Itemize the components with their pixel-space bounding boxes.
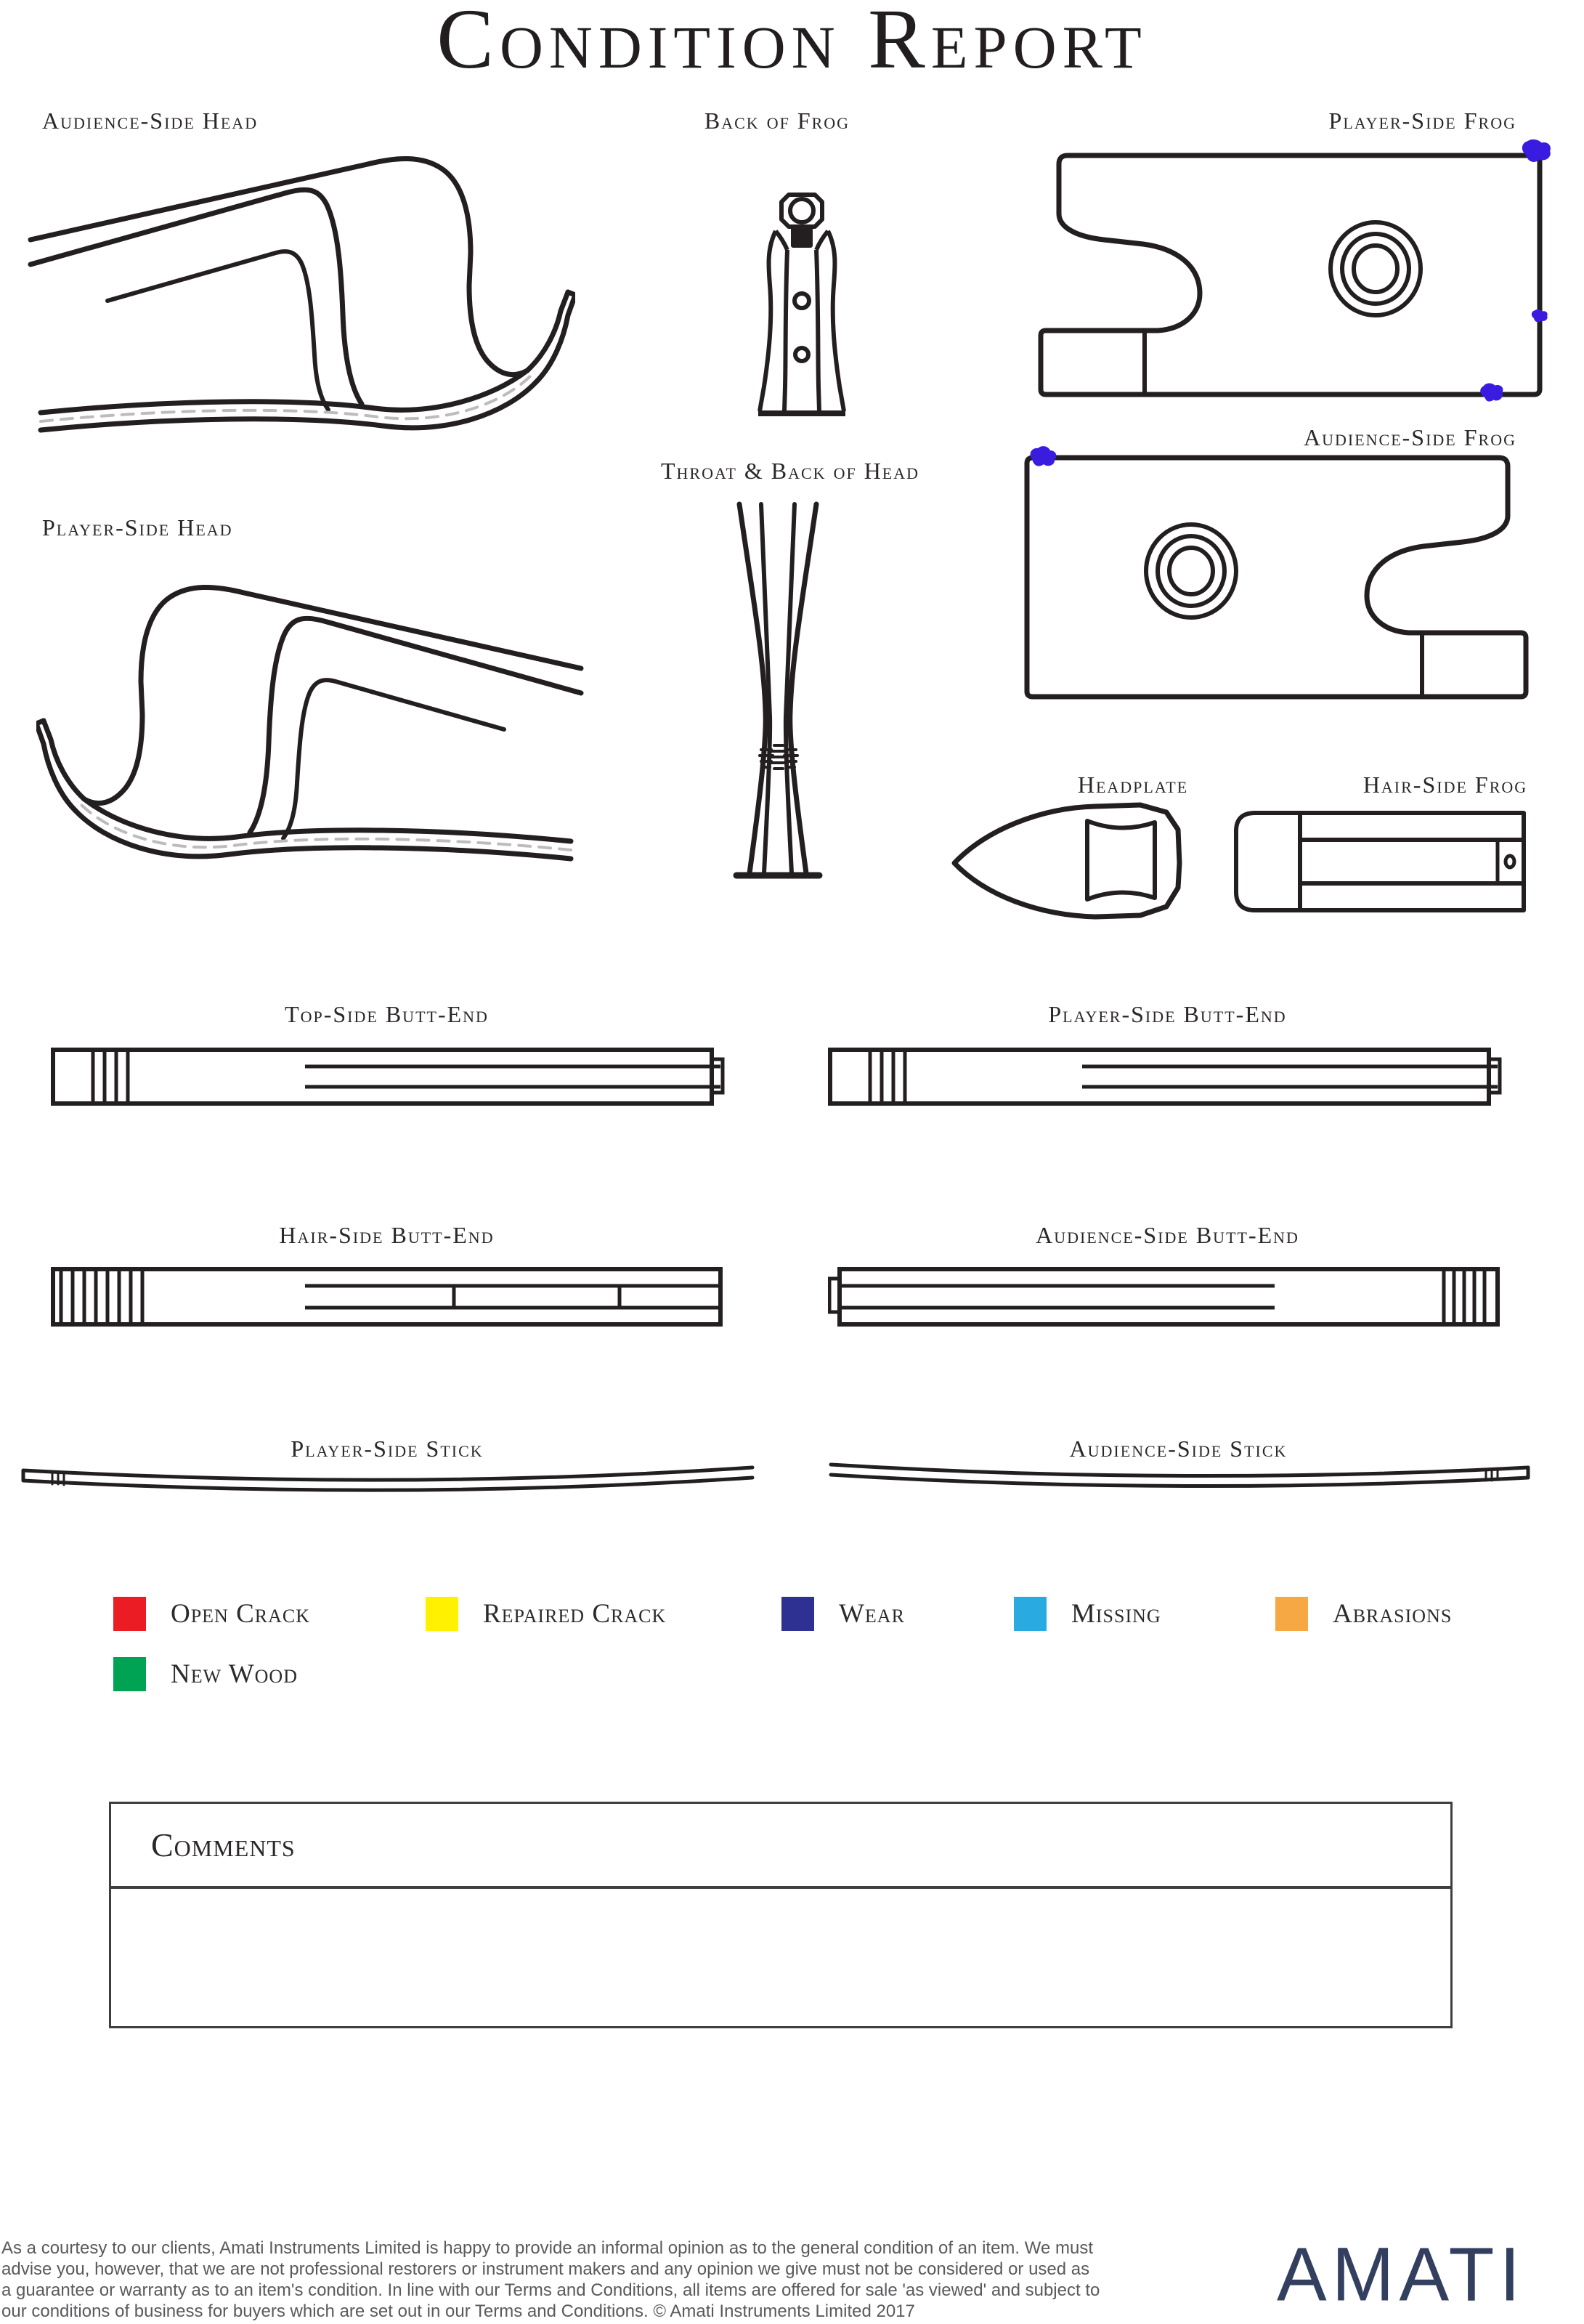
- legend-label: Abrasions: [1333, 1599, 1453, 1629]
- legend-item-new-wood: [113, 1657, 298, 1691]
- label-throat-back-of-head: Throat & Back of Head: [661, 458, 920, 484]
- comments-input-area[interactable]: [111, 1889, 1450, 2025]
- open-crack-swatch: [113, 1597, 146, 1631]
- comments-title: Comments: [151, 1826, 296, 1863]
- legend-label: Missing: [1071, 1599, 1161, 1629]
- top-side-butt-end-diagram: [51, 1048, 725, 1106]
- player-side-frog-diagram: [1034, 153, 1544, 398]
- label-hair-side-frog: Hair-Side Frog: [1362, 772, 1528, 798]
- wear-mark-player-frog-bottom-edge: [1477, 381, 1505, 405]
- new-wood-swatch: [113, 1657, 146, 1691]
- label-top-side-butt-end: Top-Side Butt-End: [285, 1001, 489, 1027]
- comments-box: [109, 1802, 1453, 2028]
- label-audience-side-head: Audience-Side Head: [42, 108, 259, 134]
- player-side-butt-end-diagram: [828, 1048, 1502, 1106]
- comments-header: [111, 1804, 1450, 1889]
- label-player-side-head: Player-Side Head: [42, 514, 233, 540]
- page-title: Condition Report: [436, 0, 1148, 86]
- amati-logo: AMATI: [1277, 2231, 1526, 2317]
- player-side-head-diagram: [36, 565, 585, 873]
- label-player-side-butt-end: Player-Side Butt-End: [1048, 1001, 1287, 1027]
- throat-back-of-head-diagram: [732, 501, 824, 879]
- missing-swatch: [1014, 1597, 1047, 1631]
- back-of-frog-diagram: [755, 190, 848, 418]
- label-audience-side-frog: Audience-Side Frog: [1303, 424, 1516, 450]
- footer-line: a guarantee or warranty as to an item's condition. In line with our Terms and Conditions, all items are offered for sale 'as viewed' and subject to: [1, 2280, 1100, 2300]
- legend-item-repaired-crack: [426, 1597, 666, 1631]
- abrasions-swatch: [1275, 1597, 1308, 1631]
- legend-label: Repaired Crack: [483, 1599, 667, 1629]
- repaired-crack-swatch: [426, 1597, 458, 1631]
- audience-side-butt-end-diagram: [828, 1267, 1502, 1327]
- label-hair-side-butt-end: Hair-Side Butt-End: [279, 1222, 495, 1248]
- player-side-stick-diagram: [20, 1463, 755, 1495]
- wear-swatch: [781, 1597, 814, 1631]
- footer-disclaimer: [1, 2238, 1222, 2322]
- footer-line: advise you, however, that we are not professional restorers or instrument makers and any opinion we give must not be considered or used as: [1, 2259, 1090, 2279]
- legend-item-missing: [1014, 1597, 1161, 1631]
- legend-item-open-crack: [113, 1597, 310, 1631]
- label-player-side-stick: Player-Side Stick: [291, 1436, 484, 1462]
- label-audience-side-butt-end: Audience-Side Butt-End: [1036, 1222, 1299, 1248]
- wear-mark-player-frog-top-right: [1518, 138, 1553, 164]
- legend-label: New Wood: [171, 1659, 298, 1689]
- footer-line: As a courtesy to our clients, Amati Instruments Limited is happy to provide an informal opinion as to the general condition of an item. We must: [1, 2238, 1093, 2258]
- hair-side-butt-end-diagram: [51, 1267, 725, 1327]
- audience-side-stick-diagram: [828, 1460, 1531, 1492]
- wear-mark-player-frog-right-edge: [1530, 302, 1548, 330]
- label-audience-side-stick: Audience-Side Stick: [1069, 1436, 1288, 1462]
- headplate-diagram: [950, 801, 1200, 924]
- label-player-side-frog: Player-Side Frog: [1328, 108, 1516, 134]
- legend-item-abrasions: [1275, 1597, 1452, 1631]
- legend-item-wear: [781, 1597, 905, 1631]
- footer-line: our conditions of business for buyers which are set out in our Terms and Conditions. © Amati Instruments Limited 2017: [1, 2301, 915, 2321]
- audience-side-head-diagram: [26, 137, 575, 445]
- audience-side-frog-diagram: [1023, 455, 1532, 700]
- legend-label: Open Crack: [171, 1599, 311, 1629]
- hair-side-frog-diagram: [1230, 811, 1527, 912]
- label-headplate: Headplate: [1077, 772, 1189, 798]
- legend-label: Wear: [839, 1599, 905, 1629]
- wear-mark-audience-frog-top-left: [1025, 445, 1059, 469]
- label-back-of-frog: Back of Frog: [704, 108, 850, 134]
